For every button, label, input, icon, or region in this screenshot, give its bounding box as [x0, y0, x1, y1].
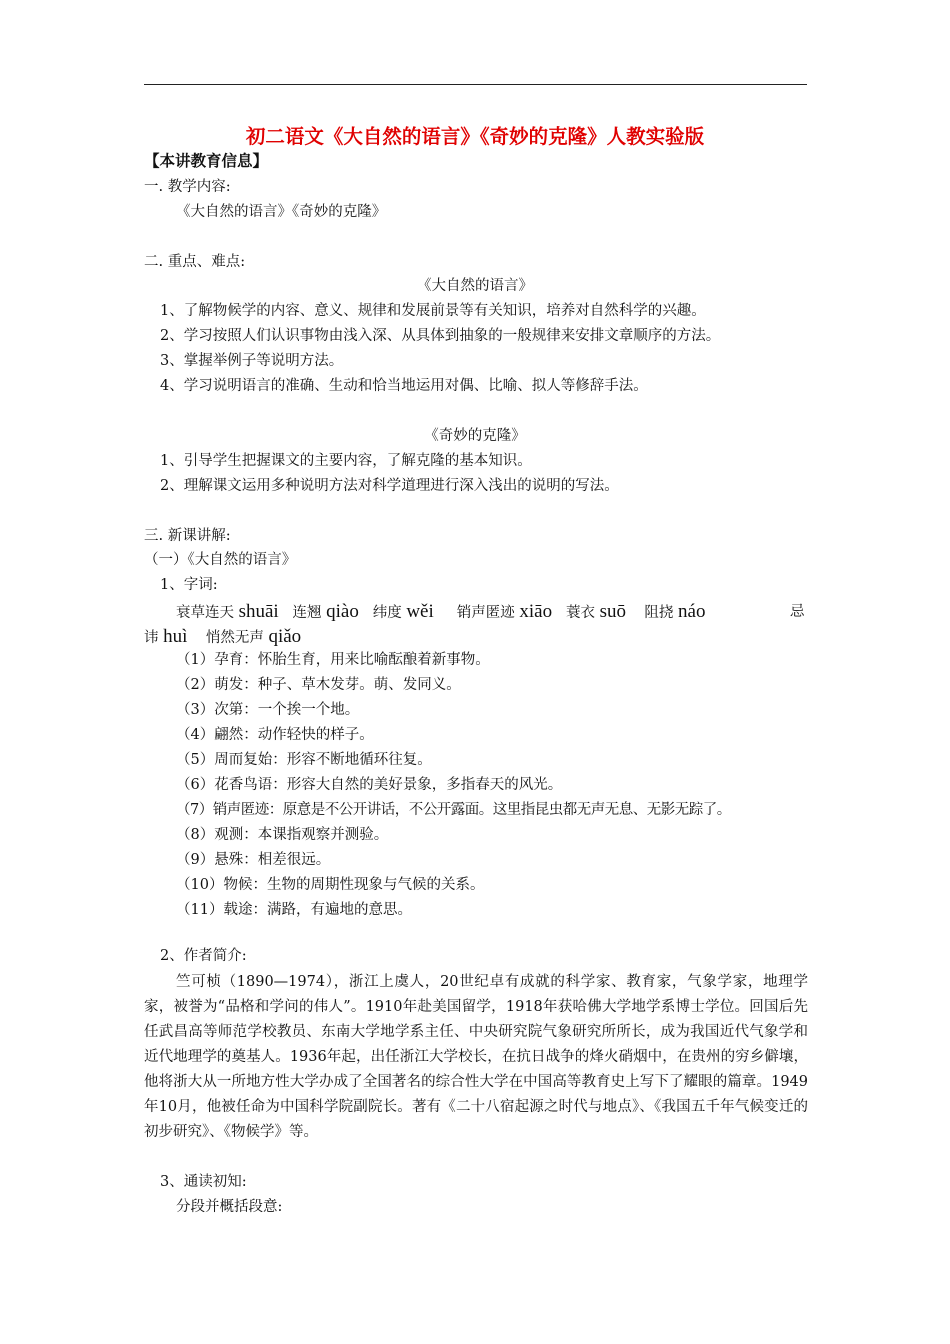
vocab-word: 忌	[790, 604, 805, 620]
vocab-line-1	[176, 600, 705, 625]
section-header: 【本讲教育信息】	[144, 152, 269, 170]
definition-item: （4）翩然：动作轻快的样子。	[176, 727, 374, 743]
vocab-word: 蓑衣	[565, 605, 595, 621]
vocab-pinyin: náo	[678, 601, 706, 622]
author-heading: 2、作者简介:	[160, 948, 247, 964]
vocab-word: 阻挠	[644, 605, 674, 621]
definition-item: （5）周而复始：形容不断地循环往复。	[176, 752, 432, 768]
part2-sub2-item: 1、引导学生把握课文的主要内容，了解克隆的基本知识。	[160, 453, 532, 469]
header-rule	[144, 84, 807, 85]
vocab-pinyin: suō	[599, 601, 626, 622]
definition-item: （10）物候：生物的周期性现象与气候的关系。	[176, 877, 485, 893]
definition-item: （3）次第：一个挨一个地。	[176, 702, 360, 718]
vocab-pinyin: qiào	[326, 601, 359, 622]
definition-item: （8）观测：本课指观察并测验。	[176, 827, 389, 843]
part2-sub1-item: 4、学习说明语言的准确、生动和恰当地运用对偶、比喻、拟人等修辞手法。	[160, 378, 648, 394]
part2-sub2-item: 2、理解课文运用多种说明方法对科学道理进行深入浅出的说明的写法。	[160, 478, 619, 494]
definition-item: （9）悬殊：相差很远。	[176, 852, 331, 868]
part2-sub2-title: 《奇妙的克隆》	[424, 428, 526, 444]
vocab-word: 讳	[144, 630, 159, 646]
part1-heading: 一. 教学内容:	[144, 179, 231, 195]
vocab-word: 悄然无声	[205, 630, 264, 646]
definition-item: （11）载途：满路，有遍地的意思。	[176, 902, 412, 918]
author-paragraph: 竺可桢（1890—1974），浙江上虞人，20世纪卓有成就的科学家、教育家，气象学家，地理学家，被誉为“品格和学问的伟人”。1910年赴美国留学，1918年获哈佛大学地学系博士学位。回国后先任武昌高等师范学校教员、东南大学地学系主任、中央研究院气象研究所所长，成为我国近代气象学和近代地理学的奠基人。1936年起，出任浙江大学校长，在抗日战争的烽火硝烟中，在贵州的穷乡僻壤，他将浙大从一所地方性大学办成了全国著名的综合性大学在中国高等教育史上写下了耀眼的篇章。1949年10月，他被任命为中国科学院副院长。著有《二十八宿起源之时代与地点》、《我国五千年气候变迁的初步研究》、《物候学》等。	[144, 974, 808, 1140]
vocab-pinyin: huì	[163, 626, 188, 647]
vocab-pinyin: xiāo	[519, 601, 553, 622]
vocab-heading: 1、字词:	[160, 577, 218, 593]
part2-heading: 二. 重点、难点:	[144, 254, 246, 270]
vocab-pinyin: wěi	[406, 601, 434, 622]
vocab-word: 连翘	[292, 605, 322, 621]
part2-sub1-title: 《大自然的语言》	[417, 278, 533, 294]
definition-item: （6）花香鸟语：形容大自然的美好景象，多指春天的风光。	[176, 777, 563, 793]
vocab-word: 衰草连天	[176, 605, 234, 621]
definition-item: （2）萌发：种子、草木发芽。萌、发同义。	[176, 677, 461, 693]
reading-sub: 分段并概括段意:	[176, 1199, 283, 1215]
vocab-pinyin: shuāi	[238, 601, 279, 622]
page-title: 初二语文《大自然的语言》《奇妙的克隆》人教实验版	[245, 125, 705, 148]
definition-item: （1）孕育：怀胎生育，用来比喻酝酿着新事物。	[176, 652, 490, 668]
part2-sub1-item: 1、了解物候学的内容、意义、规律和发展前景等有关知识，培养对自然科学的兴趣。	[160, 303, 706, 319]
part3-heading: 三. 新课讲解:	[144, 528, 231, 544]
vocab-pinyin: qiǎo	[268, 626, 302, 647]
vocab-word: 销声匿迹	[456, 605, 515, 621]
part1-content: 《大自然的语言》《奇妙的克隆》	[176, 204, 387, 220]
part2-sub1-item: 3、掌握举例子等说明方法。	[160, 353, 344, 369]
part2-sub1-item: 2、学习按照人们认识事物由浅入深、从具体到抽象的一般规律来安排文章顺序的方法。	[160, 328, 721, 344]
reading-heading: 3、通读初知:	[160, 1174, 247, 1190]
vocab-line-2	[144, 625, 301, 650]
vocab-word: 纬度	[372, 605, 402, 621]
definition-item: （7）销声匿迹：原意是不公开讲话，不公开露面。这里指昆虫都无声无息、无影无踪了。	[176, 802, 731, 818]
part3-sub-title: （一）《大自然的语言》	[144, 552, 297, 568]
